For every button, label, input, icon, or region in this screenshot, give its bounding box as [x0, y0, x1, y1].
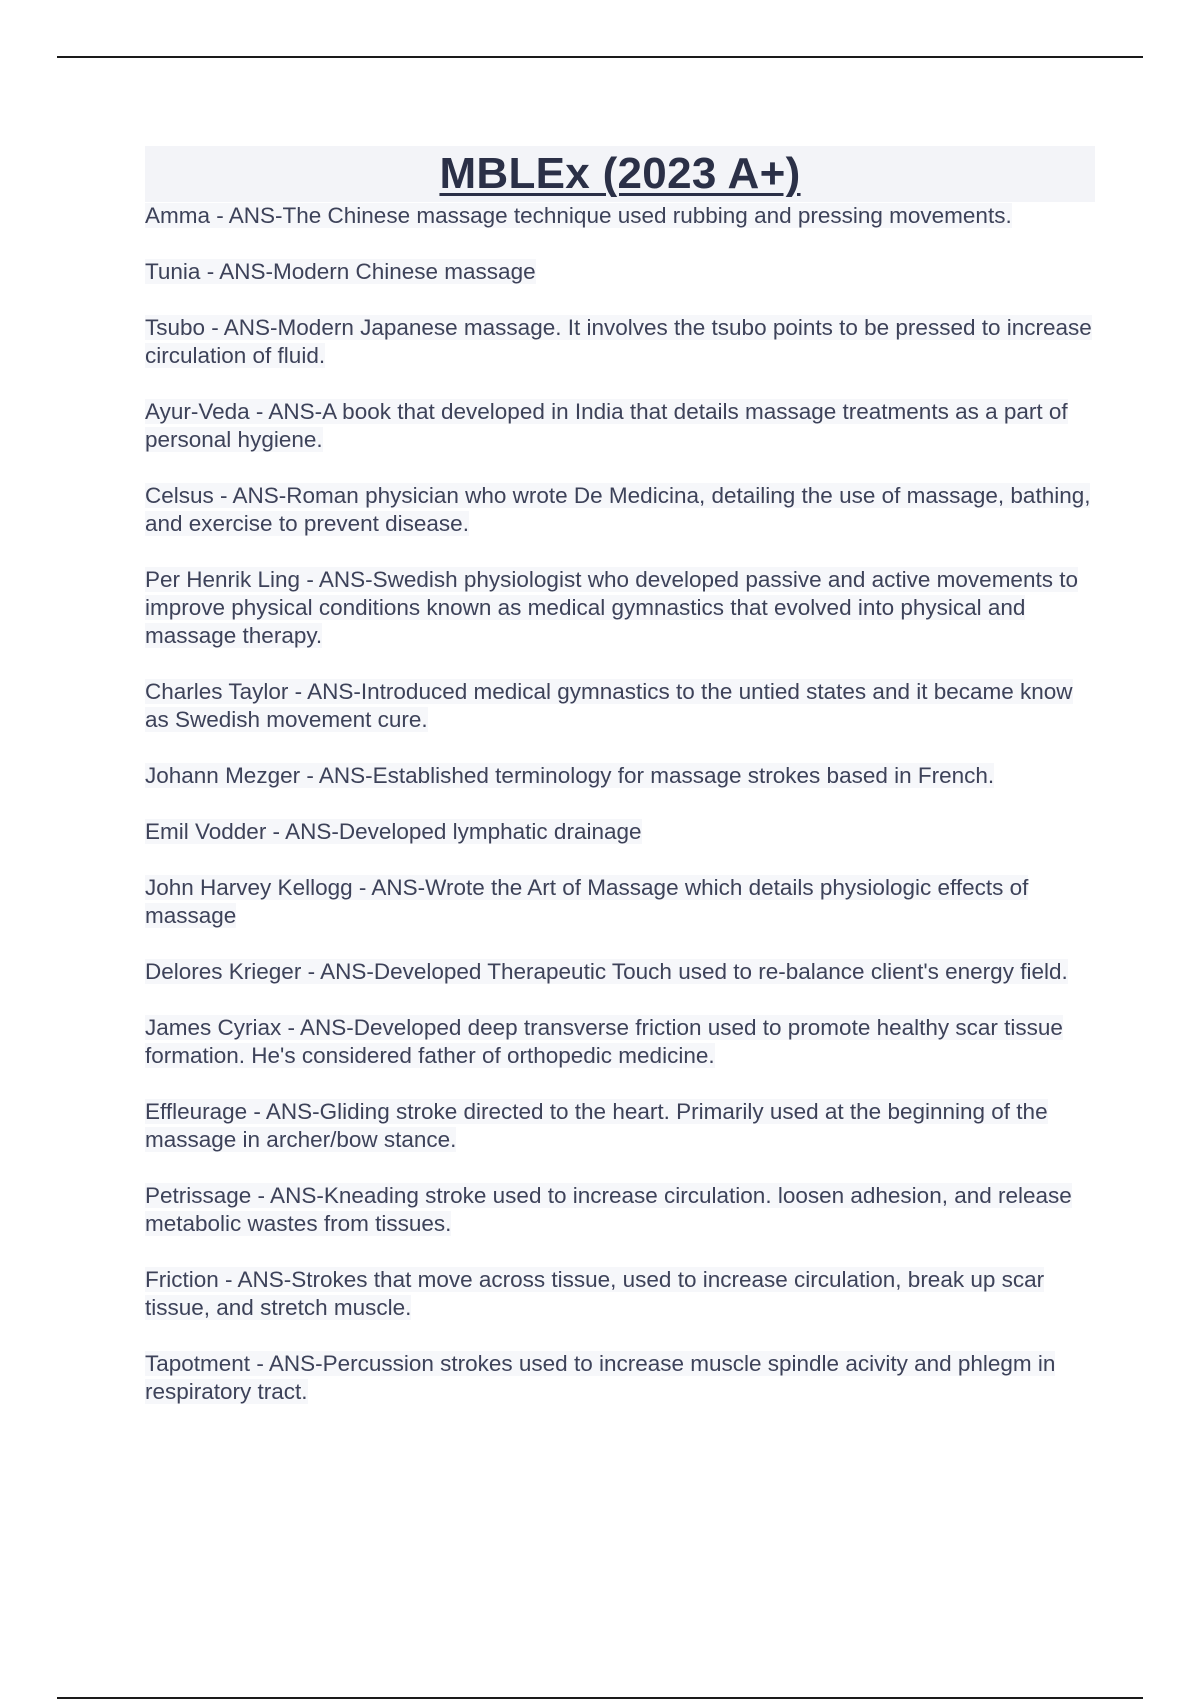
- top-rule: [57, 56, 1143, 58]
- list-item: Ayur-Veda - ANS-A book that developed in India that details massage treatments as a part of personal hygiene.: [145, 399, 1068, 452]
- list-item: John Harvey Kellogg - ANS-Wrote the Art of Massage which details physiologic effects of massage: [145, 875, 1029, 928]
- document-title: MBLEx (2023 A+): [439, 149, 801, 198]
- list-item: Amma - ANS-The Chinese massage technique used rubbing and pressing movements.: [145, 203, 1012, 228]
- list-item: Charles Taylor - ANS-Introduced medical gymnastics to the untied states and it became know as Swedish movement cure.: [145, 679, 1073, 732]
- list-item: Friction - ANS-Strokes that move across tissue, used to increase circulation, break up scar tissue, and stretch muscle.: [145, 1267, 1045, 1320]
- document-body: [145, 146, 1095, 1434]
- list-item: Delores Krieger - ANS-Developed Therapeutic Touch used to re-balance client's energy field.: [145, 959, 1068, 984]
- list-item: Per Henrik Ling - ANS-Swedish physiologist who developed passive and active movements to improve physical conditions known as medical gymnastics that evolved into physical and massage therapy.: [145, 567, 1078, 648]
- list-item: Tsubo - ANS-Modern Japanese massage. It involves the tsubo points to be pressed to increase circulation of fluid.: [145, 315, 1092, 368]
- list-item: Emil Vodder - ANS-Developed lymphatic drainage: [145, 819, 642, 844]
- list-item: Johann Mezger - ANS-Established terminology for massage strokes based in French.: [145, 763, 995, 788]
- list-item: Tapotment - ANS-Percussion strokes used to increase muscle spindle acivity and phlegm in respiratory tract.: [145, 1351, 1056, 1404]
- bottom-rule: [57, 1697, 1143, 1699]
- title-band: [145, 146, 1095, 202]
- list-item: Tunia - ANS-Modern Chinese massage: [145, 259, 536, 284]
- entry-list: [145, 202, 1095, 1406]
- list-item: James Cyriax - ANS-Developed deep transverse friction used to promote healthy scar tissue formation. He's considered father of orthopedic medicine.: [145, 1015, 1063, 1068]
- list-item: Celsus - ANS-Roman physician who wrote De Medicina, detailing the use of massage, bathing, and exercise to prevent disease.: [145, 483, 1091, 536]
- list-item: Effleurage - ANS-Gliding stroke directed to the heart. Primarily used at the beginning of the massage in archer/bow stance.: [145, 1099, 1048, 1152]
- list-item: Petrissage - ANS-Kneading stroke used to increase circulation. loosen adhesion, and release metabolic wastes from tissues.: [145, 1183, 1072, 1236]
